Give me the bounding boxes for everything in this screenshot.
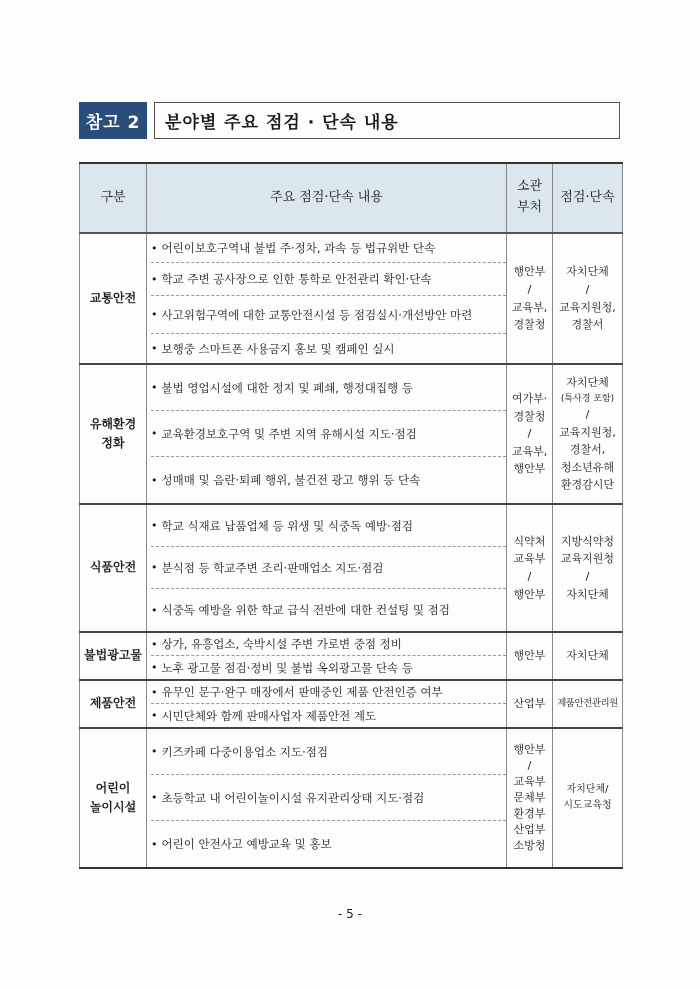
list-item: • 초등학교 내 어린이놀이시설 유지관리상태 지도·점검 — [151, 775, 506, 821]
col-header-category: 구분 — [80, 163, 147, 233]
category-cell: 어린이 놀이시설 — [80, 728, 147, 868]
reference-badge: 참고 2 — [79, 102, 147, 139]
items-cell — [147, 504, 507, 632]
bullet-icon: • — [151, 603, 158, 617]
bullet-icon: • — [151, 272, 158, 286]
bullet-icon: • — [151, 709, 158, 722]
enforcement-note: (특사경 포함) — [560, 393, 615, 404]
enforcement-rest: / 교육지원청, 경찰서, 청소년유해 환경감시단 — [559, 408, 616, 492]
enforcement-cell: 자치단체 / 교육지원청, 경찰서 — [553, 233, 623, 364]
bullet-icon: • — [151, 745, 158, 758]
list-item: • 분식점 등 학교주변 조리·판매업소 지도·점검 — [151, 547, 506, 589]
enforcement-cell: 자치단체/ 시도교육청 — [553, 728, 623, 868]
dept-cell: 산업부 — [507, 680, 553, 728]
items-cell — [147, 233, 507, 364]
category-cell: 불법광고물 — [80, 632, 147, 680]
category-cell: 식품안전 — [80, 504, 147, 632]
items-cell — [147, 680, 507, 728]
dept-cell: 식약처 교육부 / 행안부 — [507, 504, 553, 632]
bullet-icon: • — [151, 837, 158, 851]
items-cell — [147, 728, 507, 868]
enforcement-cell: 자치단체 — [553, 632, 623, 680]
col-header-enforcement: 점검·단속 — [553, 163, 623, 233]
list-item: • 어린이 안전사고 예방교육 및 홍보 — [151, 837, 332, 851]
enforcement-cell — [553, 364, 623, 504]
page-title: 분야별 주요 점검 · 단속 내용 — [154, 102, 620, 139]
dept-cell: 여가부· 경찰청 / 교육부, 행안부 — [507, 364, 553, 504]
list-item: • 교육환경보호구역 및 주변 지역 유해시설 지도·점검 — [151, 411, 506, 457]
list-item: • 유무인 문구·완구 매장에서 판매중인 제품 안전인증 여부 — [151, 681, 506, 704]
dept-cell: 행안부 / 교육부, 경찰청 — [507, 233, 553, 364]
bullet-icon: • — [151, 241, 158, 255]
dept-cell: 행안부 / 교육부 문체부 환경부 산업부 소방청 — [507, 728, 553, 868]
bullet-icon: • — [151, 519, 158, 532]
bullet-icon: • — [151, 685, 158, 699]
items-cell — [147, 364, 507, 504]
list-item: • 키즈카페 다중이용업소 지도·점검 — [151, 729, 506, 775]
bullet-icon: • — [151, 661, 158, 674]
list-item: • 학교 식재료 납품업체 등 위생 및 식중독 예방·점검 — [151, 505, 506, 547]
category-cell: 교통안전 — [80, 233, 147, 364]
list-item: • 어린이보호구역내 불법 주·정차, 과속 등 법규위반 단속 — [151, 234, 506, 263]
list-item: • 상가, 유흥업소, 숙박시설 주변 가로변 중점 정비 — [151, 633, 506, 656]
bullet-icon: • — [151, 473, 158, 487]
bullet-icon: • — [151, 637, 158, 651]
bullet-icon: • — [151, 381, 158, 394]
list-item: • 시민단체와 함께 판매사업자 제품안전 계도 — [151, 708, 377, 723]
table-row — [80, 364, 623, 504]
inspection-table — [79, 162, 623, 869]
bullet-icon: • — [151, 561, 158, 574]
list-item: • 노후 광고물 점검·정비 및 불법 옥외광고물 단속 등 — [151, 660, 413, 675]
enforcement-cell: 제품안전관리원 — [553, 680, 623, 728]
category-cell: 유해환경 정화 — [80, 364, 147, 504]
enforcement-cell: 지방식약청 교육지원청 / 자치단체 — [553, 504, 623, 632]
items-cell — [147, 632, 507, 680]
table-row — [80, 680, 623, 728]
list-item: • 학교 주변 공사장으로 인한 통학로 안전관리 확인·단속 — [151, 263, 506, 296]
bullet-icon: • — [151, 342, 158, 355]
table-row — [80, 632, 623, 680]
category-cell: 제품안전 — [80, 680, 147, 728]
table-row — [80, 728, 623, 868]
col-header-content: 주요 점검·단속 내용 — [147, 163, 507, 233]
list-item: • 성매매 및 음란·퇴폐 행위, 불건전 광고 행위 등 단속 — [151, 473, 421, 487]
bullet-icon: • — [151, 427, 158, 440]
table-row — [80, 233, 623, 364]
list-item: • 식중독 예방을 위한 학교 급식 전반에 대한 컨설팅 및 점검 — [151, 603, 450, 617]
table-row — [80, 504, 623, 632]
list-item: • 보행중 스마트폰 사용금지 홍보 및 캠페인 실시 — [151, 341, 395, 356]
dept-cell: 행안부 — [507, 632, 553, 680]
table-header-row — [80, 163, 623, 233]
enforcement-top: 자치단체 — [566, 376, 609, 390]
section-header — [79, 102, 620, 139]
bullet-icon: • — [151, 308, 158, 321]
col-header-dept: 소관 부처 — [507, 163, 553, 233]
list-item: • 사고위험구역에 대한 교통안전시설 등 점검실시·개선방안 마련 — [151, 296, 506, 334]
bullet-icon: • — [151, 791, 158, 804]
list-item: • 불법 영업시설에 대한 정지 및 폐쇄, 행정대집행 등 — [151, 365, 506, 411]
page-number: - 5 - — [338, 907, 362, 921]
